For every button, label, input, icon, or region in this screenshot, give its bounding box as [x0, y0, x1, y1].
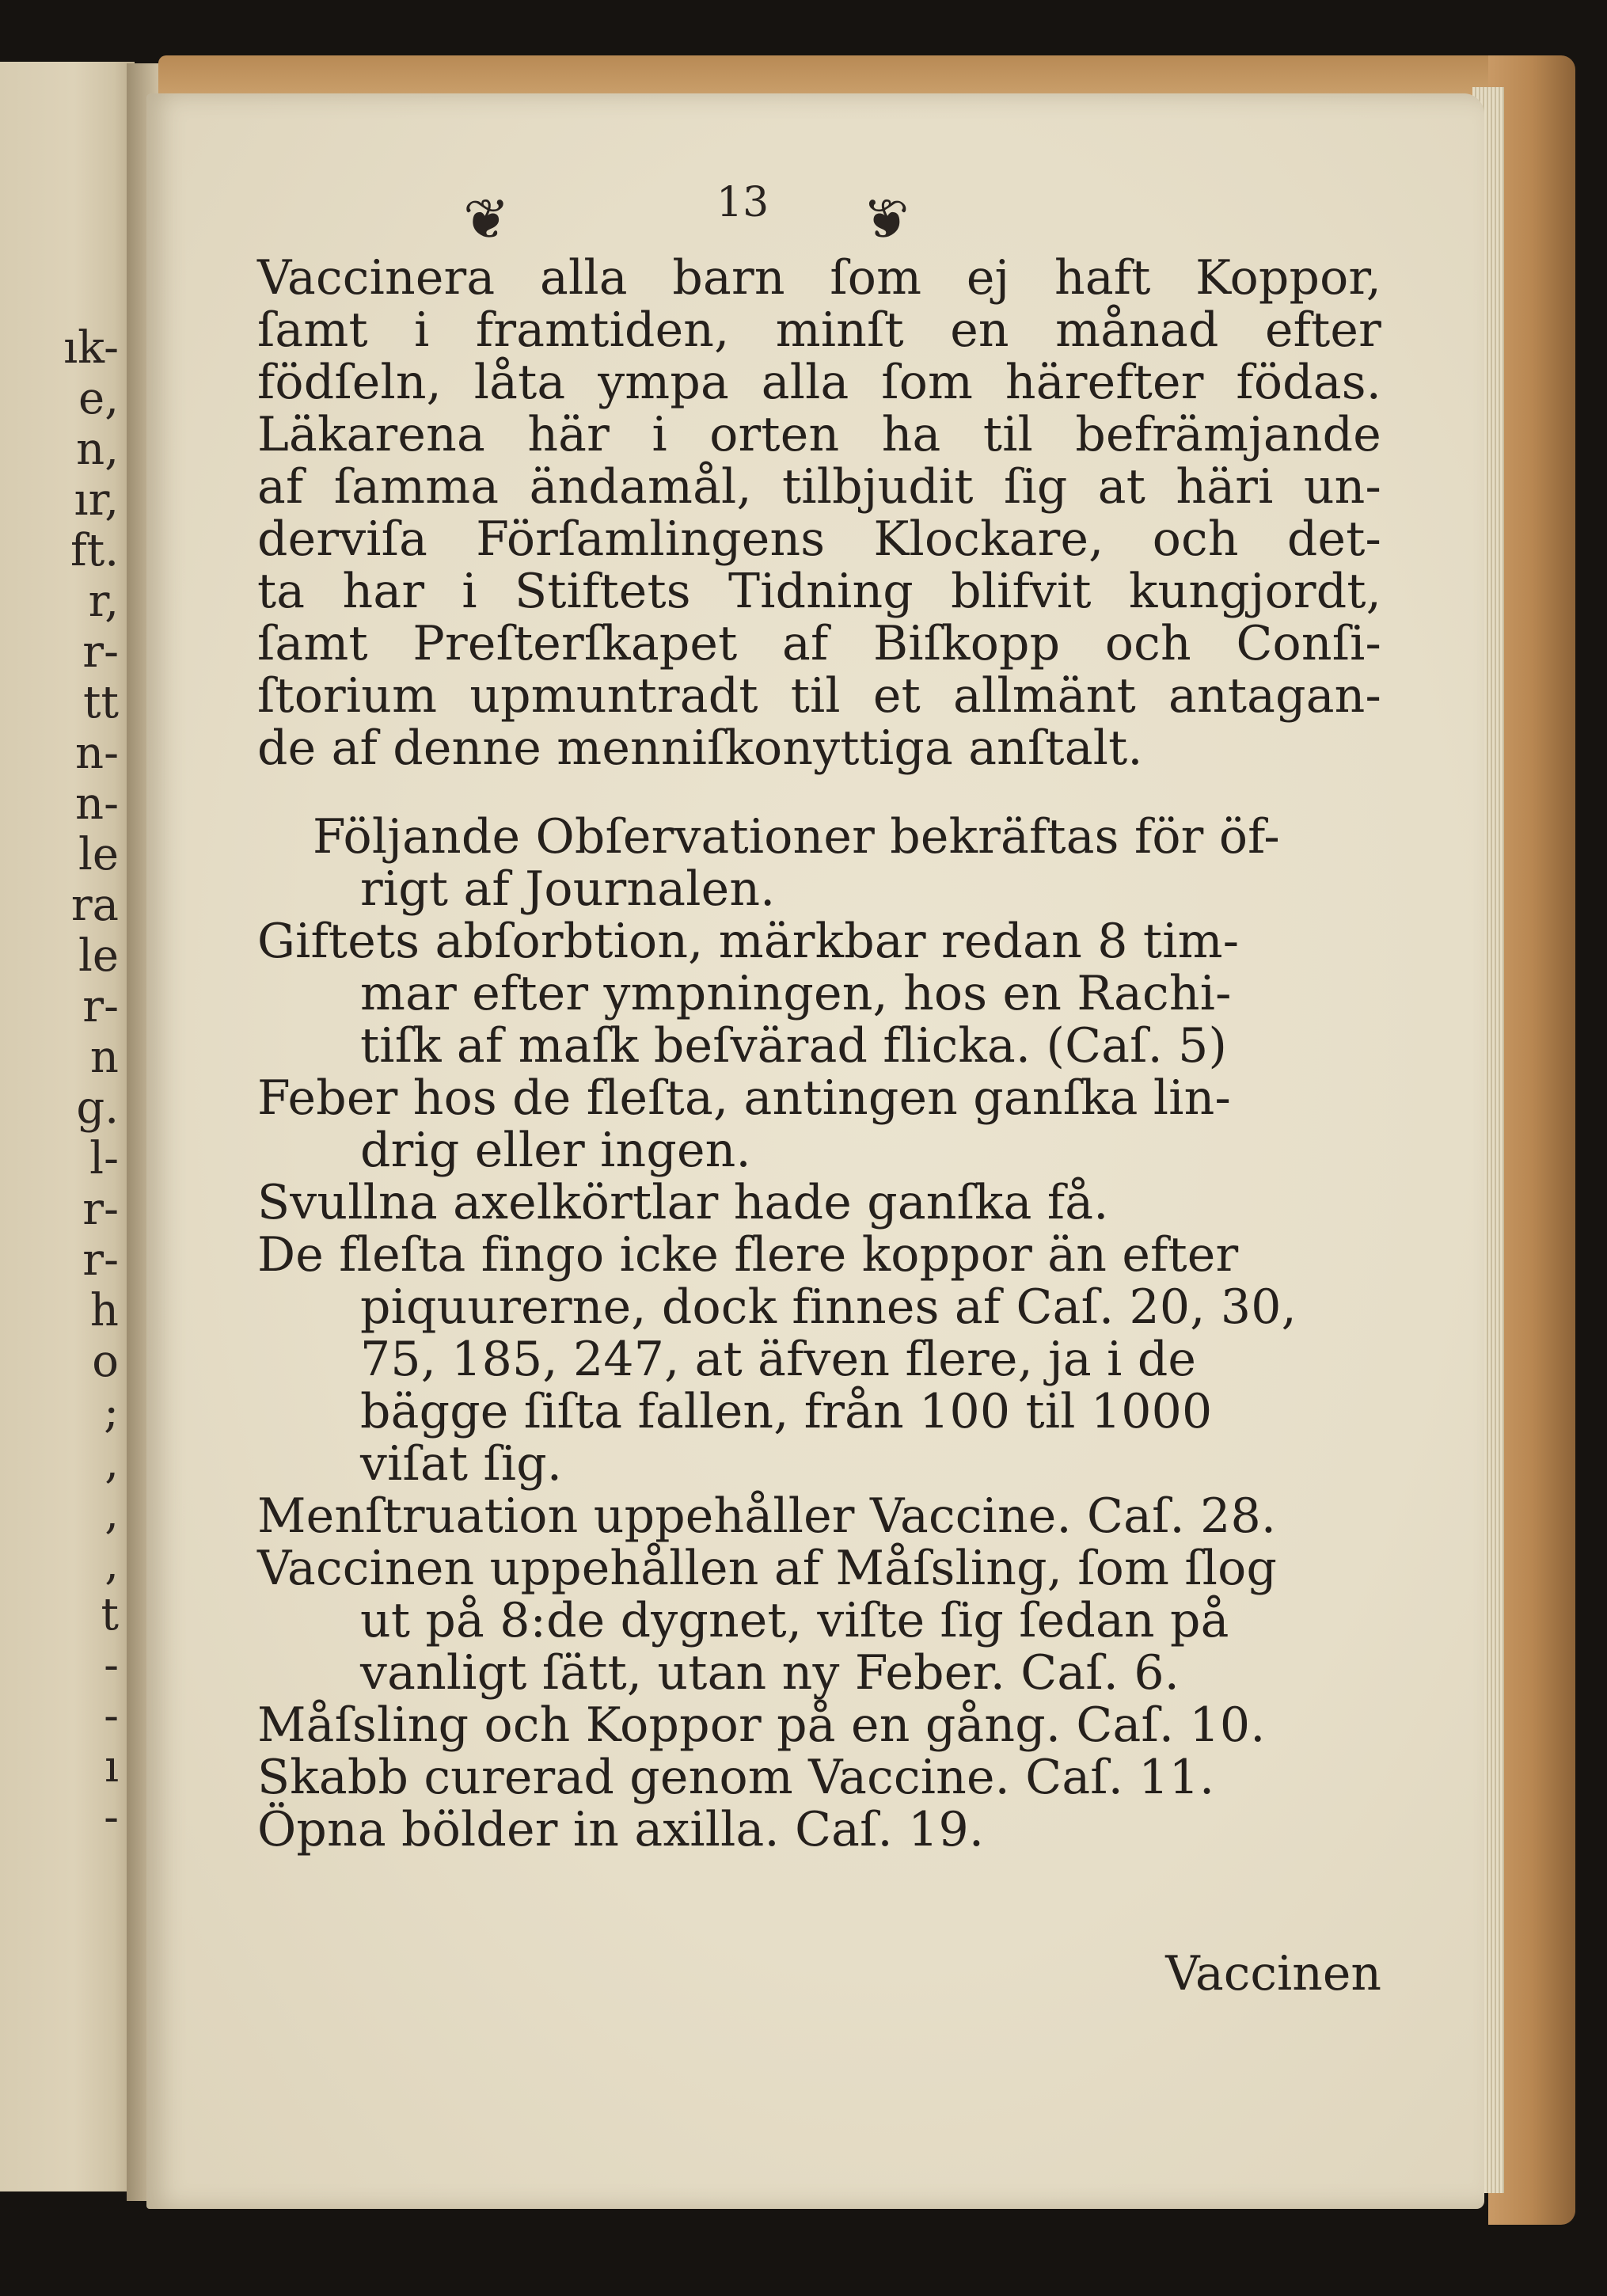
margin-fragment: le: [78, 930, 119, 982]
ornament-left-icon: ❦: [463, 187, 510, 252]
margin-fragment: le: [78, 829, 119, 880]
text-line: vanligt ſätt, utan ny Feber. Caſ. 6.: [360, 1645, 1180, 1701]
text-line: Följande Obſervationer bekräftas för öf-: [313, 809, 1280, 865]
margin-fragment: ı: [104, 1741, 119, 1792]
margin-fragment: tt: [82, 677, 119, 728]
margin-fragment: e,: [78, 373, 119, 424]
margin-fragment: ,: [104, 1437, 119, 1488]
margin-fragment: n-: [75, 728, 119, 779]
observation-entry: [257, 915, 1381, 1072]
text-line: ſamt Preſterſkapet af Biſkopp och Conſi-: [257, 616, 1381, 671]
observation-entry: [257, 1490, 1381, 1542]
left-page-edge-text: [0, 323, 119, 1843]
margin-fragment: ,: [104, 1488, 119, 1539]
text-line: Vaccinen uppehållen af Måſsling, ſom ſlog: [257, 1541, 1278, 1596]
text-line: rigt af Journalen.: [360, 861, 776, 917]
text-line: Läkarena här i orten ha til befrämjande: [257, 407, 1381, 462]
margin-fragment: g.: [76, 1082, 119, 1134]
margin-fragment: r-: [82, 1184, 119, 1235]
text-line: Öpna bölder in axilla. Caſ. 19.: [257, 1802, 985, 1857]
text-line: Giftets abſorbtion, märkbar redan 8 tim-: [257, 914, 1240, 969]
text-line: ta har i Stiftets Tidning blifvit kungjordt,: [257, 564, 1381, 619]
margin-fragment: r-: [82, 1234, 119, 1286]
observation-entry: [257, 1542, 1381, 1699]
text-line: Måſsling och Koppor på en gång. Caſ. 10.: [257, 1697, 1266, 1753]
page-body: [257, 252, 1381, 1856]
right-page: [146, 93, 1484, 2209]
text-line: af ſamma ändamål, tilbjudit ſig at häri un-: [257, 459, 1381, 515]
text-line: Feber hos de fleſta, antingen ganſka lin-: [257, 1070, 1231, 1126]
margin-fragment: -: [104, 1640, 119, 1691]
margin-fragment: -: [104, 1690, 119, 1742]
margin-fragment: ;: [104, 1386, 119, 1438]
text-line: ſamt i framtiden, minſt en månad efter: [257, 302, 1381, 358]
observation-entry: [257, 1229, 1381, 1490]
observation-entry: [257, 1177, 1381, 1229]
text-line: Skabb curerad genom Vaccine. Caſ. 11.: [257, 1750, 1215, 1805]
text-line: 75, 185, 247, at äfven flere, ja i de: [360, 1332, 1197, 1387]
margin-fragment: r-: [82, 626, 119, 678]
margin-fragment: ır,: [74, 474, 119, 526]
text-line: piquurerne, dock finnes af Caſ. 20, 30,: [360, 1279, 1297, 1335]
margin-fragment: n-: [75, 778, 119, 830]
page-number: 13: [716, 179, 769, 226]
text-line: viſat ſig.: [360, 1436, 563, 1492]
text-line: tiſk af maſk beſvärad flicka. (Caſ. 5): [360, 1018, 1228, 1074]
margin-fragment: ra: [70, 880, 119, 931]
margin-fragment: r-: [82, 981, 119, 1032]
margin-fragment: r,: [88, 576, 119, 627]
text-line: derviſa Förſamlingens Klockare, och det-: [257, 511, 1381, 567]
left-facing-page: [0, 62, 135, 2191]
text-line: de af denne menniſkonyttiga anſtalt.: [257, 720, 1143, 776]
text-line: födſeln, låta ympa alla ſom härefter födas.: [257, 355, 1381, 410]
text-line: ut på 8:de dygnet, viſte ſig ſedan på: [360, 1593, 1229, 1648]
paragraph-vaccination: [257, 252, 1381, 774]
margin-fragment: ft.: [70, 525, 119, 576]
catchword: Vaccinen: [1165, 1946, 1381, 2001]
text-line: ſtorium upmuntradt til et allmänt antagan-: [257, 668, 1381, 724]
margin-fragment: n: [89, 1032, 119, 1083]
observations-list: [257, 915, 1381, 1856]
text-line: Menſtruation uppehåller Vaccine. Caſ. 28.: [257, 1488, 1277, 1544]
margin-fragment: ık-: [63, 323, 119, 374]
observation-entry: [257, 1751, 1381, 1804]
text-line: Vaccinera alla barn ſom ej haft Koppor,: [257, 250, 1381, 306]
margin-fragment: o: [92, 1336, 119, 1387]
text-line: drig eller ingen.: [360, 1123, 751, 1178]
observation-entry: [257, 1804, 1381, 1856]
text-line: bägge ſiſta fallen, från 100 til 1000: [360, 1384, 1213, 1439]
text-line: mar efter ympningen, hos en Rachi-: [360, 966, 1232, 1021]
observation-entry: [257, 1072, 1381, 1177]
paragraph-observations-intro: [257, 811, 1381, 915]
text-line: De fleſta fingo icke flere koppor än efter: [257, 1227, 1239, 1283]
margin-fragment: t: [101, 1589, 119, 1640]
ornament-right-icon: ❦: [863, 187, 910, 252]
observation-entry: [257, 1699, 1381, 1751]
margin-fragment: l-: [89, 1133, 119, 1184]
margin-fragment: h: [89, 1285, 119, 1336]
margin-fragment: n,: [76, 424, 119, 475]
text-line: Svullna axelkörtlar hade ganſka få.: [257, 1175, 1109, 1230]
margin-fragment: ,: [104, 1538, 119, 1590]
margin-fragment: -: [104, 1792, 119, 1843]
